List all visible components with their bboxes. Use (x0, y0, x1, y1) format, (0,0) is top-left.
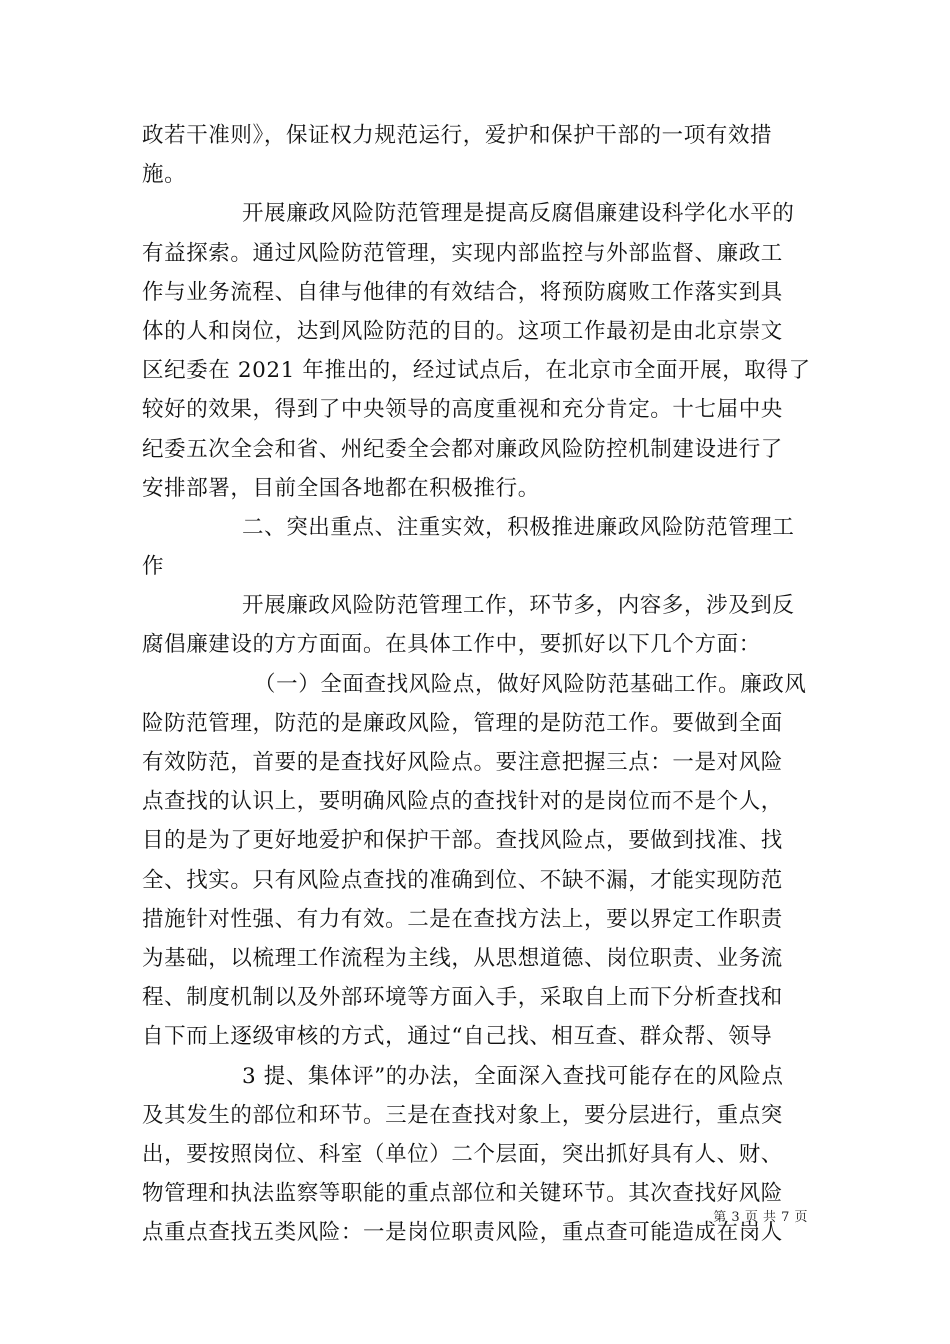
section-heading-line: 作 (142, 554, 165, 580)
paragraph-start-line: （一）全面查找风险点，做好风险防范基础工作。廉政风 (254, 671, 807, 697)
text-line: 体的人和岗位，达到风险防范的目的。这项工作最初是由北京崇文 (142, 318, 783, 344)
text-line: 险防范管理，防范的是廉政风险，管理的是防范工作。要做到全面 (142, 710, 783, 736)
text-line: 措施针对性强、有力有效。二是在查找方法上，要以界定工作职责 (142, 906, 783, 932)
text-line: 为基础，以梳理工作流程为主线，从思想道德、岗位职责、业务流 (142, 945, 783, 971)
text-line: 全、找实。只有风险点查找的准确到位、不缺不漏，才能实现防范 (142, 867, 783, 893)
paragraph-start-line: 开展廉政风险防范管理工作，环节多，内容多，涉及到反 (242, 593, 795, 619)
text-line: 物管理和执法监察等职能的重点部位和关键环节。其次查找好风险 (142, 1181, 783, 1207)
text-line: 纪委五次全会和省、州纪委全会都对廉政风险防控机制建设进行了 (142, 436, 783, 462)
text-line: 点查找的认识上，要明确风险点的查找针对的是岗位而不是个人， (142, 789, 783, 815)
text-line: 点重点查找五类风险：一是岗位职责风险，重点查可能造成在岗人 (142, 1220, 783, 1246)
page-number-footer: 第 3 页 共 7 页 (713, 1210, 808, 1225)
document-body (142, 116, 814, 1252)
text-line: 施。 (142, 162, 187, 188)
text-line: 有益探索。通过风险防范管理，实现内部监控与外部监督、廉政工 (142, 240, 783, 266)
text-line: 有效防范，首要的是查找好风险点。要注意把握三点：一是对风险 (142, 750, 783, 775)
text-line: 较好的效果，得到了中央领导的高度重视和充分肯定。十七届中央 (142, 397, 783, 423)
text-line: 程、制度机制以及外部环境等方面入手，采取自上而下分析查找和 (142, 985, 783, 1011)
text-line: 目的是为了更好地爱护和保护干部。查找风险点，要做到找准、找 (142, 828, 783, 854)
text-line: 区纪委在 2021 年推出的，经过试点后，在北京市全面开展，取得了 (142, 358, 811, 384)
text-line: 自下而上逐级审核的方式，通过“自己找、相互查、群众帮、领导 (142, 1024, 773, 1050)
paragraph-start-line: 3 提、集体评”的办法，全面深入查找可能存在的风险点 (242, 1063, 784, 1089)
text-line: 安排部署，目前全国各地都在积极推行。 (142, 475, 540, 501)
text-line: 作与业务流程、自律与他律的有效结合，将预防腐败工作落实到具 (142, 279, 783, 305)
paragraph-start-line: 开展廉政风险防范管理是提高反腐倡廉建设科学化水平的 (242, 201, 795, 227)
section-heading-line: 二、突出重点、注重实效，积极推进廉政风险防范管理工 (242, 514, 795, 540)
text-line: 政若干准则》，保证权力规范运行，爱护和保护干部的一项有效措 (142, 123, 773, 148)
text-line: 及其发生的部位和环节。三是在查找对象上，要分层进行，重点突 (142, 1102, 783, 1128)
text-line: 出，要按照岗位、科室（单位）二个层面，突出抓好具有人、财、 (142, 1141, 783, 1167)
text-line: 腐倡廉建设的方方面面。在具体工作中，要抓好以下几个方面： (142, 632, 761, 658)
